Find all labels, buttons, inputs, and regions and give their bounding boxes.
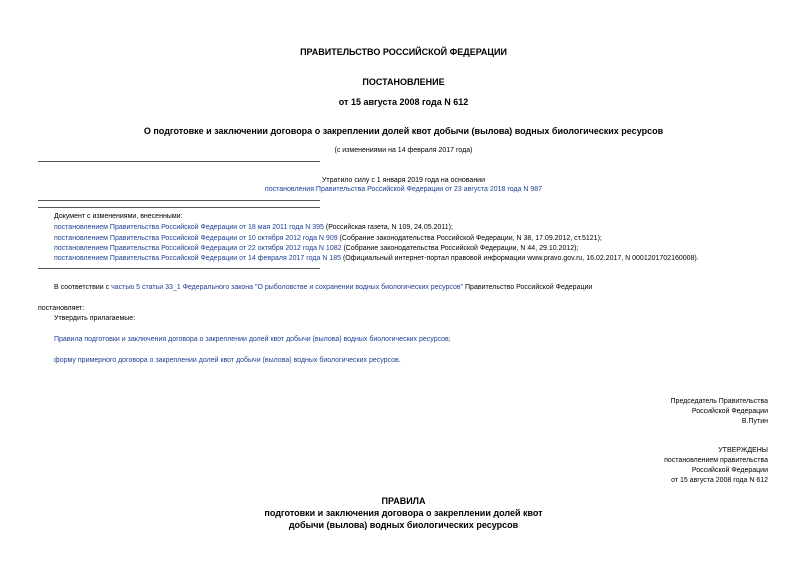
resolves-text: постановляет: xyxy=(38,305,85,312)
amendment-item xyxy=(54,234,602,243)
approved-label: УТВЕРЖДЕНЫ xyxy=(718,447,768,454)
approved-date: от 15 августа 2008 года N 612 xyxy=(671,477,768,484)
signatory-title: Председатель Правительства xyxy=(670,398,768,405)
intro-suffix: Правительство Российской Федерации xyxy=(463,284,593,291)
document-title: О подготовке и заключении договора о закреплении долей квот добычи (вылова) водных биологических ресурсов xyxy=(143,126,664,136)
document-type: ПОСТАНОВЛЕНИЕ xyxy=(362,77,445,87)
divider xyxy=(38,200,320,201)
document-date-number: от 15 августа 2008 года N 612 xyxy=(338,97,469,107)
amendment-source: (Официальный интернет-портал правовой информации www.pravo.gov.ru, 16.02.2017, N 0001201702160008). xyxy=(341,255,699,262)
rules-subtitle-line2: добычи (вылова) водных биологических ресурсов xyxy=(288,520,519,530)
amendment-link[interactable]: постановлением Правительства Российской Федерации от 18 мая 2011 года N 395 xyxy=(54,224,324,231)
validity-link[interactable]: постановления Правительства Российской Федерации от 23 августа 2018 года N 987 xyxy=(264,186,543,193)
approved-by: постановлением правительства xyxy=(664,457,768,464)
amendment-source: (Российская газета, N 109, 24.05.2011); xyxy=(323,224,453,231)
divider xyxy=(38,207,320,208)
rules-link[interactable]: Правила подготовки и заключения договора о закреплении долей квот добычи (вылова) водных биологических ресурсов; xyxy=(54,336,451,343)
intro-paragraph xyxy=(54,283,592,292)
amendment-link[interactable]: постановлением Правительства Российской Федерации от 10 октября 2012 года N 909 xyxy=(54,235,338,242)
amendment-item xyxy=(54,254,699,263)
approved-org: Российской Федерации xyxy=(691,467,768,474)
validity-text: Утратило силу с 1 января 2019 года на основании xyxy=(321,177,486,184)
divider xyxy=(38,161,320,162)
law-link[interactable]: частью 5 статьи 33_1 Федерального закона "О рыболовстве и сохранении водных биологических ресурсов" xyxy=(111,284,464,291)
amendment-link[interactable]: постановлением Правительства Российской Федерации от 22 октября 2012 года N 1082 xyxy=(54,245,342,252)
amendment-link[interactable]: постановлением Правительства Российской Федерации от 14 февраля 2017 года N 185 xyxy=(54,255,341,262)
amendments-heading: Документ с изменениями, внесенными: xyxy=(54,213,183,220)
amendment-item xyxy=(54,223,453,232)
rules-title: ПРАВИЛА xyxy=(381,496,426,506)
amendment-item xyxy=(54,244,578,253)
intro-prefix: В соответствии с xyxy=(54,284,112,291)
rules-subtitle-line1: подготовки и заключения договора о закреплении долей квот xyxy=(264,508,543,518)
amendment-source: (Собрание законодательства Российской Федерации, N 44, 29.10.2012); xyxy=(341,245,579,252)
issuing-authority: ПРАВИТЕЛЬСТВО РОССИЙСКОЙ ФЕДЕРАЦИИ xyxy=(300,47,507,57)
signatory-org: Российской Федерации xyxy=(691,408,768,415)
amendment-note: (с изменениями на 14 февраля 2017 года) xyxy=(334,147,473,154)
approve-text: Утвердить прилагаемые: xyxy=(54,315,136,322)
signatory-name: В.Путин xyxy=(741,418,768,425)
contract-form-link[interactable]: форму примерного договора о закреплении долей квот добычи (вылова) водных биологических ресурсов. xyxy=(54,357,401,364)
divider xyxy=(38,268,320,269)
amendment-source: (Собрание законодательства Российской Федерации, N 38, 17.09.2012, ст.5121); xyxy=(337,235,602,242)
